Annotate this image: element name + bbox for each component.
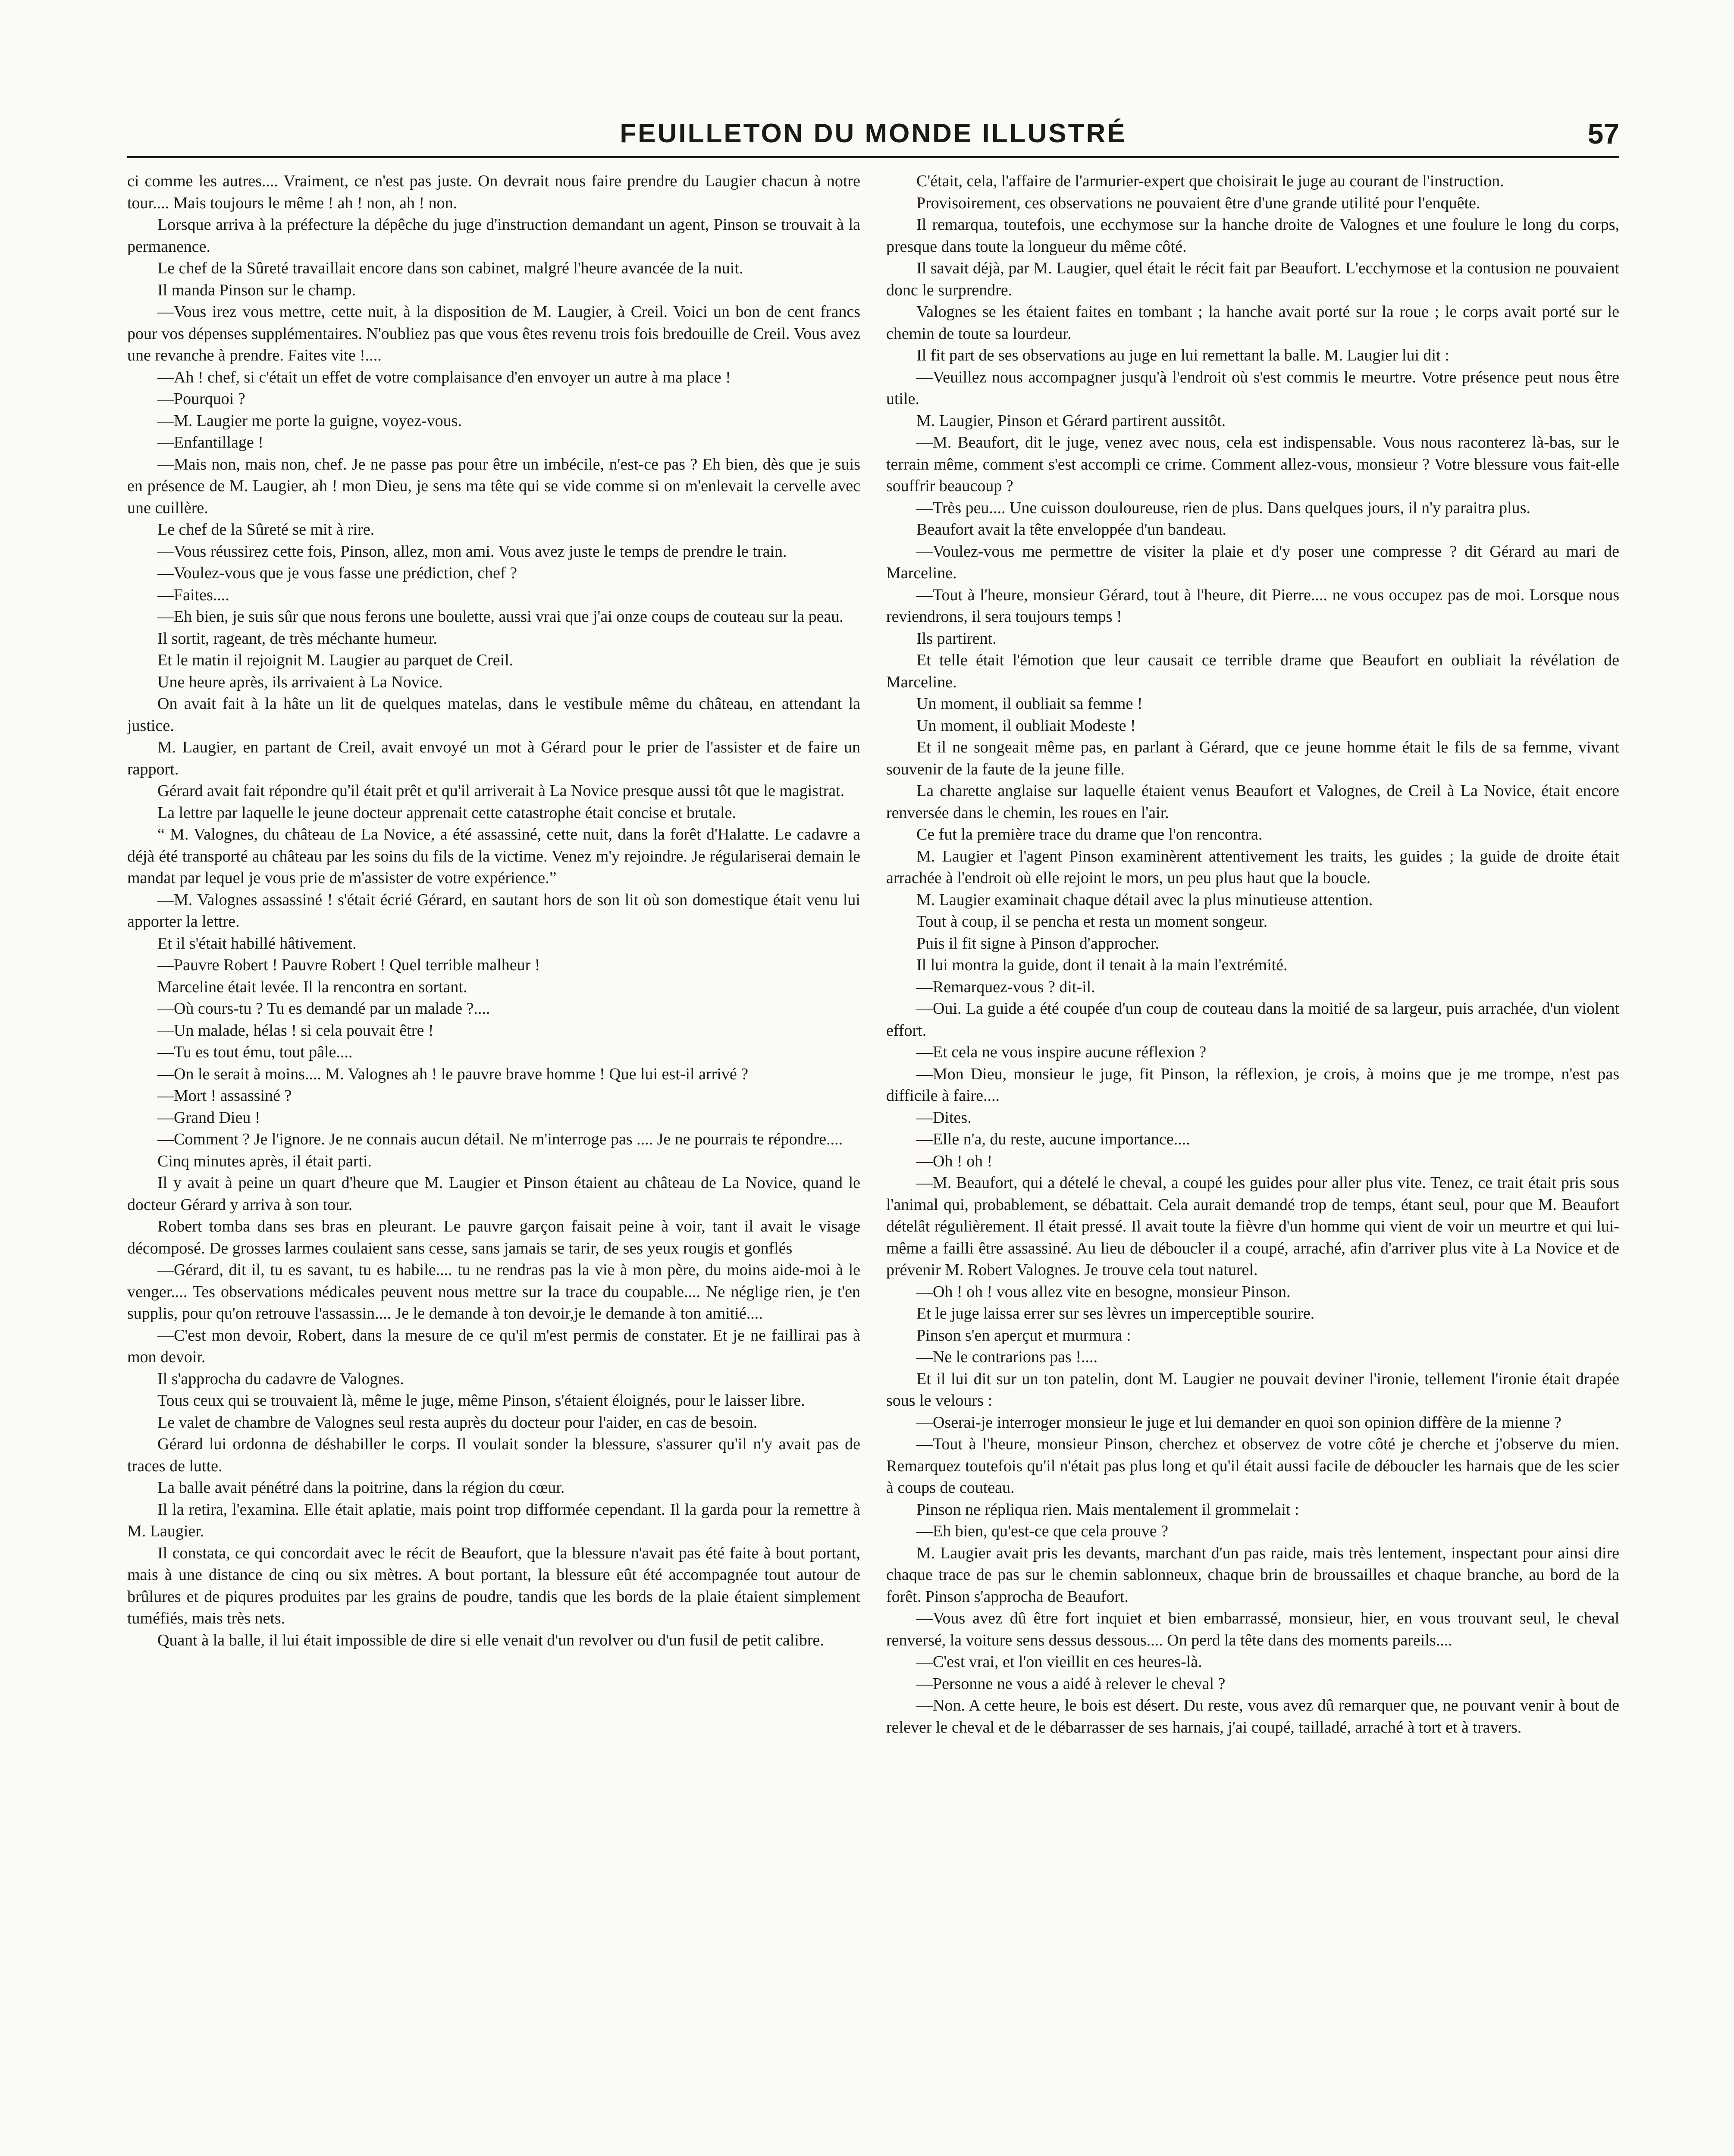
paragraph: M. Laugier, Pinson et Gérard partirent aussitôt. — [916, 411, 1226, 430]
paragraph: —Ne le contrarions pas !.... — [916, 1348, 1097, 1366]
paragraph: —Oh ! oh ! vous allez vite en besogne, monsieur Pinson. — [916, 1282, 1291, 1301]
paragraph: La lettre par laquelle le jeune docteur apprenait cette catastrophe était concise et brutale. — [157, 803, 736, 822]
paragraph: —C'est mon devoir, Robert, dans la mesure de ce qu'il m'est permis de constater. Et je ne faillirai pas à mon devoir. — [127, 1326, 860, 1366]
paragraph: —Dites. — [916, 1108, 972, 1127]
paragraph: —Un malade, hélas ! si cela pouvait être ! — [157, 1021, 434, 1040]
paragraph: M. Laugier examinait chaque détail avec la plus minutieuse attention. — [916, 890, 1373, 909]
paragraph: Et telle était l'émotion que leur causait ce terrible drame que Beaufort en oubliait la révélation de Marceline. — [886, 651, 1619, 691]
left-column — [127, 170, 860, 1651]
paragraph: —Mort ! assassiné ? — [157, 1087, 292, 1105]
paragraph: Il y avait à peine un quart d'heure que M. Laugier et Pinson étaient au château de La Novice, quand le docteur Gérard y arriva à son tour. — [127, 1174, 860, 1214]
paragraph: Puis il fit signe à Pinson d'approcher. — [916, 934, 1160, 953]
paragraph: Il la retira, l'examina. Elle était aplatie, mais point trop difformée cependant. Il la garda pour la remettre à M. Laugier. — [127, 1500, 860, 1540]
paragraph: Il savait déjà, par M. Laugier, quel était le récit fait par Beaufort. L'ecchymose et la contusion ne pouvaient donc le surprendre. — [886, 259, 1619, 299]
paragraph: Ils partirent. — [916, 629, 997, 648]
paragraph: Il s'approcha du cadavre de Valognes. — [157, 1369, 404, 1388]
paragraph: —Comment ? Je l'ignore. Je ne connais aucun détail. Ne m'interroge pas .... Je ne pourrais te répondre.... — [157, 1130, 843, 1148]
paragraph: —Gérard, dit il, tu es savant, tu es habile.... tu ne rendras pas la vie à mon père, du moins aide-moi à le venger.... Tes observations médicales peuvent nous mettre sur la trace du coupable.... Ne néglige rien, je t'en supplis, pour qu'on retrouve l'assassin.... Je le demande à ton devoir,je le demande à ton amitié.... — [127, 1261, 860, 1322]
paragraph: Le chef de la Sûreté se mit à rire. — [157, 520, 375, 539]
paragraph: —Grand Dieu ! — [157, 1108, 260, 1127]
paragraph: Il fit part de ses observations au juge en lui remettant la balle. M. Laugier lui dit : — [916, 346, 1449, 364]
paragraph: Il remarqua, toutefois, une ecchymose sur la hanche droite de Valognes et une foulure le long du corps, presque dans toute la longueur du même côté. — [886, 216, 1619, 256]
paragraph: —Très peu.... Une cuisson douloureuse, rien de plus. Dans quelques jours, il n'y paraitra plus. — [916, 498, 1530, 517]
paragraph: On avait fait à la hâte un lit de quelques matelas, dans le vestibule même du château, en attendant la justice. — [127, 695, 860, 735]
paragraph: La charette anglaise sur laquelle étaient venus Beaufort et Valognes, de Creil à La Novice, était encore renversée dans le chemin, les roues en l'air. — [886, 782, 1619, 822]
paragraph: —Personne ne vous a aidé à relever le cheval ? — [916, 1674, 1226, 1693]
paragraph: Robert tomba dans ses bras en pleurant. Le pauvre garçon faisait peine à voir, tant il avait le visage décomposé. De grosses larmes coulaient sans cesse, sans jamais se tarir, de ses yeux rougis et gonflés — [127, 1217, 860, 1257]
paragraph: —On le serait à moins.... M. Valognes ah ! le pauvre brave homme ! Que lui est-il arrivé ? — [157, 1065, 749, 1083]
paragraph: —Voulez-vous que je vous fasse une prédiction, chef ? — [157, 564, 517, 582]
paragraph: —Ah ! chef, si c'était un effet de votre complaisance d'en envoyer un autre à ma place ! — [157, 368, 731, 386]
paragraph: Le valet de chambre de Valognes seul resta auprès du docteur pour l'aider, en cas de besoin. — [157, 1413, 758, 1432]
paragraph: Une heure après, ils arrivaient à La Novice. — [157, 673, 443, 691]
paragraph: —Enfantillage ! — [157, 433, 263, 451]
paragraph: Et le matin il rejoignit M. Laugier au parquet de Creil. — [157, 651, 514, 669]
paragraph: M. Laugier et l'agent Pinson examinèrent attentivement les traits, les guides ; la guide de droite était arrachée à l'endroit où elle rejoint le mors, un peu plus haut que la boucle. — [886, 847, 1619, 887]
paragraph: Valognes se les étaient faites en tombant ; la hanche avait porté sur la roue ; le corps avait porté sur le chemin de toute sa lourdeur. — [886, 303, 1619, 343]
paragraph: —M. Valognes assassiné ! s'était écrié Gérard, en sautant hors de son lit où son domestique était venu lui apporter la lettre. — [127, 890, 860, 931]
header-rule — [127, 156, 1619, 158]
paragraph: —Vous réussirez cette fois, Pinson, allez, mon ami. Vous avez juste le temps de prendre le train. — [157, 542, 787, 561]
paragraph: —Tout à l'heure, monsieur Pinson, cherchez et observez de votre côté je cherche et j'observe du mien. Remarquez toutefois qu'il n'était pas plus long et qu'il était aussi facile de déboucler les harnais que de les scier à coups de couteau. — [886, 1435, 1619, 1497]
paragraph: —Tu es tout ému, tout pâle.... — [157, 1043, 353, 1061]
paragraph: —M. Beaufort, dit le juge, venez avec nous, cela est indispensable. Vous nous raconterez là-bas, sur le terrain même, comment s'est accompli ce crime. Comment allez-vous, monsieur ? Votre blessure vous fait-elle souffrir beaucoup ? — [886, 433, 1619, 495]
paragraph: —M. Beaufort, qui a dételé le cheval, a coupé les guides pour aller plus vite. Tenez, ce trait était pris sous l'animal qui, probablement, se débattait. Cela aurait demandé trop de temps, étant seul, pour que M. Beaufort dételât régulièrement. Il était pressé. Il avait toute la fièvre d'un homme qui vient de voir un meurtre et qui lui-même a failli être assassiné. Au lieu de déboucler il a coupé, arraché, afin d'arriver plus vite à La Novice et de prévenir M. Robert Valognes. Je trouve cela tout naturel. — [886, 1174, 1619, 1279]
paragraph: Et il ne songeait même pas, en parlant à Gérard, que ce jeune homme était le fils de sa femme, vivant souvenir de la faute de la jeune fille. — [886, 738, 1619, 778]
paragraph: Tout à coup, il se pencha et resta un moment songeur. — [916, 912, 1268, 931]
paragraph: Cinq minutes après, il était parti. — [157, 1152, 372, 1170]
paragraph: —Pourquoi ? — [157, 390, 245, 408]
paragraph: —Oui. La guide a été coupée d'un coup de couteau dans la moitié de sa largeur, puis arrachée, d'un violent effort. — [886, 1000, 1619, 1040]
paragraph: Beaufort avait la tête enveloppée d'un bandeau. — [916, 520, 1227, 539]
paragraph: —Elle n'a, du reste, aucune importance.... — [916, 1130, 1190, 1148]
paragraph: Il sortit, rageant, de très méchante humeur. — [157, 629, 437, 648]
paragraph: —Remarquez-vous ? dit-il. — [916, 978, 1095, 996]
paragraph: Provisoirement, ces observations ne pouvaient être d'une grande utilité pour l'enquête. — [916, 194, 1480, 212]
right-column — [886, 170, 1619, 1738]
paragraph: —Et cela ne vous inspire aucune réflexion ? — [916, 1043, 1207, 1061]
running-title: FEUILLETON DU MONDE ILLUSTRÉ — [620, 119, 1127, 148]
paragraph: Lorsque arriva à la préfecture la dépêche du juge d'instruction demandant un agent, Pinson se trouvait à la permanence. — [127, 216, 860, 256]
paragraph: —Faites.... — [157, 586, 229, 604]
paragraph: —Vous avez dû être fort inquiet et bien embarrassé, monsieur, hier, en vous trouvant seul, le cheval renversé, la voiture sens dessus dessous.... On perd la tête dans des moments pareils.... — [886, 1609, 1619, 1649]
paragraph: Un moment, il oubliait sa femme ! — [916, 695, 1143, 713]
paragraph: —M. Laugier me porte la guigne, voyez-vous. — [157, 411, 462, 430]
paragraph: —Vous irez vous mettre, cette nuit, à la disposition de M. Laugier, à Creil. Voici un bon de cent francs pour vos dépenses supplémentaires. N'oubliez pas que vous êtes revenu trois fois bredouille de Creil. Vous avez une revanche à prendre. Faites vite !.... — [127, 303, 860, 364]
paragraph: Le chef de la Sûreté travaillait encore dans son cabinet, malgré l'heure avancée de la nuit. — [157, 259, 743, 277]
paragraph: M. Laugier, en partant de Creil, avait envoyé un mot à Gérard pour le prier de l'assister et de faire un rapport. — [127, 738, 860, 778]
paragraph: —Pauvre Robert ! Pauvre Robert ! Quel terrible malheur ! — [157, 956, 540, 974]
paragraph: Marceline était levée. Il la rencontra en sortant. — [157, 978, 467, 996]
paragraph: Pinson ne répliqua rien. Mais mentalement il grommelait : — [916, 1500, 1299, 1519]
paragraph: Ce fut la première trace du drame que l'on rencontra. — [916, 825, 1263, 843]
paragraph: Et il lui dit sur un ton patelin, dont M. Laugier ne pouvait deviner l'ironie, tellement l'ironie était drapée sous le velours : — [886, 1369, 1619, 1410]
paragraph: Pinson s'en aperçut et murmura : — [916, 1326, 1131, 1344]
paragraph: —Oserai-je interroger monsieur le juge et lui demander en quoi son opinion diffère de la mienne ? — [916, 1413, 1562, 1432]
paragraph: —Eh bien, qu'est-ce que cela prouve ? — [916, 1522, 1168, 1540]
paragraph: “ M. Valognes, du château de La Novice, a été assassiné, cette nuit, dans la forêt d'Halatte. Le cadavre a déjà été transporté au château par les soins du fils de la victime. Venez m'y rejoindre. Je régulariserai demain le mandat par lequel je vous prie de m'assister de votre expérience.” — [127, 825, 860, 887]
paragraph: —Mon Dieu, monsieur le juge, fit Pinson, la réflexion, je crois, à moins que je me trompe, n'est pas difficile à faire.... — [886, 1065, 1619, 1105]
paragraph: La balle avait pénétré dans la poitrine, dans la région du cœur. — [157, 1479, 565, 1497]
paragraph: Et il s'était habillé hâtivement. — [157, 934, 357, 953]
paragraph: Gérard avait fait répondre qu'il était prêt et qu'il arriverait à La Novice presque aussi tôt que le magistrat. — [157, 782, 845, 800]
paragraph: Quant à la balle, il lui était impossible de dire si elle venait d'un revolver ou d'un fusil de petit calibre. — [157, 1631, 824, 1649]
page-header — [127, 116, 1619, 154]
paragraph: —Veuillez nous accompagner jusqu'à l'endroit où s'est commis le meurtre. Votre présence peut nous être utile. — [886, 368, 1619, 408]
paragraph: Il lui montra la guide, dont il tenait à la main l'extrémité. — [916, 956, 1288, 974]
page-number: 57 — [1587, 118, 1619, 150]
paragraph: Un moment, il oubliait Modeste ! — [916, 716, 1136, 735]
paragraph: Il manda Pinson sur le champ. — [157, 281, 356, 299]
paragraph: Et le juge laissa errer sur ses lèvres un imperceptible sourire. — [916, 1304, 1315, 1322]
paragraph: Tous ceux qui se trouvaient là, même le juge, même Pinson, s'étaient éloignés, pour le laisser libre. — [157, 1391, 805, 1410]
paragraph: ci comme les autres.... Vraiment, ce n'est pas juste. On devrait nous faire prendre du Laugier chacun à notre tour.... Mais toujours le même ! ah ! non, ah ! non. — [127, 172, 860, 212]
paragraph: —Oh ! oh ! — [916, 1152, 993, 1170]
paragraph: —Où cours-tu ? Tu es demandé par un malade ?.... — [157, 1000, 490, 1018]
paragraph: M. Laugier avait pris les devants, marchant d'un pas raide, mais très lentement, inspectant pour ainsi dire chaque trace de pas sur le chemin sablonneux, chaque brin de broussailles et chaque branche, au bord de la forêt. Pinson s'approcha de Beaufort. — [886, 1544, 1619, 1606]
paragraph: C'était, cela, l'affaire de l'armurier-expert que choisirait le juge au courant de l'instruction. — [916, 172, 1504, 190]
paragraph: —Non. A cette heure, le bois est désert. Du reste, vous avez dû remarquer que, ne pouvant venir à bout de relever le cheval et de le débarrasser de ses harnais, j'ai coupé, tailladé, arraché à tort et à travers. — [886, 1696, 1619, 1736]
paragraph: —Voulez-vous me permettre de visiter la plaie et d'y poser une compresse ? dit Gérard au mari de Marceline. — [886, 542, 1619, 582]
paragraph: —Tout à l'heure, monsieur Gérard, tout à l'heure, dit Pierre.... ne vous occupez pas de moi. Lorsque nous reviendrons, il sera toujours temps ! — [886, 586, 1619, 626]
paragraph: Gérard lui ordonna de déshabiller le corps. Il voulait sonder la blessure, s'assurer qu'il n'y avait pas de traces de lutte. — [127, 1435, 860, 1475]
paragraph: Il constata, ce qui concordait avec le récit de Beaufort, que la blessure n'avait pas été faite à bout portant, mais à une distance de cinq ou six mètres. A bout portant, la blessure eût été accompagnée tout autour de brûlures et de piqures produites par les grains de poudre, tandis que les bords de la plaie étaient simplement tuméfiés, mais très nets. — [127, 1544, 860, 1627]
paragraph: —C'est vrai, et l'on vieillit en ces heures-là. — [916, 1653, 1202, 1671]
paragraph: —Eh bien, je suis sûr que nous ferons une boulette, aussi vrai que j'ai onze coups de couteau sur la peau. — [157, 608, 843, 626]
paragraph: —Mais non, mais non, chef. Je ne passe pas pour être un imbécile, n'est-ce pas ? Eh bien, dès que je suis en présence de M. Laugier, ah ! mon Dieu, je sens ma tête qui se vide comme si on m'enlevait la cervelle avec une cuillère. — [127, 455, 860, 517]
